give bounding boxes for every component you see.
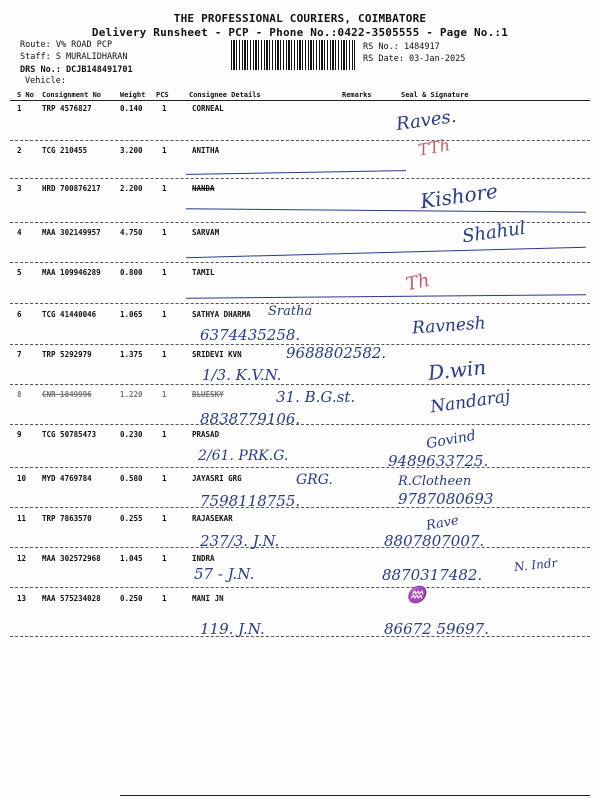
row-sno: 3	[17, 184, 22, 193]
handwritten-phone: 6374435258.	[200, 326, 301, 344]
handwritten-address: 2/61. PRK.G.	[198, 448, 289, 464]
rs-number: RS No.: 1484917	[363, 42, 440, 52]
row-consignment: TCG 50785473	[42, 430, 97, 439]
row-divider	[10, 262, 590, 263]
row-consignment: MAA 302572968	[42, 554, 101, 563]
row-consignment: TCG 41440046	[42, 310, 97, 319]
document-title: THE PROFESSIONAL COURIERS, COIMBATORE	[173, 12, 427, 25]
rs-date: RS Date: 03-Jan-2025	[363, 54, 466, 64]
pen-line	[186, 208, 586, 212]
row-sno: 10	[17, 474, 27, 483]
row-sno: 8	[17, 390, 22, 399]
row-consignee: ANITHA	[192, 146, 220, 155]
row-sno: 9	[17, 430, 22, 439]
row-consignment: TRP 7863570	[42, 514, 92, 523]
barcode	[231, 40, 355, 70]
row-divider	[10, 547, 590, 548]
row-weight: 0.140	[120, 104, 143, 113]
row-consignee: CORNEAL	[192, 104, 224, 113]
row-pcs: 1	[162, 430, 167, 439]
row-consignee: MANI JN	[192, 594, 224, 603]
row-consignee: SATHYA DHARMA	[192, 310, 251, 319]
row-consignee: BLUESKY	[192, 390, 224, 399]
handwritten-phone: 9489633725.	[388, 452, 489, 470]
signature: Govind	[424, 427, 477, 453]
signature: D.win	[426, 355, 488, 385]
signature: Raves.	[394, 105, 458, 136]
row-divider	[10, 178, 590, 179]
handwritten-note: GRG.	[296, 472, 333, 488]
row-consignee: RAJASEKAR	[192, 514, 233, 523]
row-consignee: PRASAD	[192, 430, 220, 439]
row-consignee: INDRA	[192, 554, 215, 563]
vehicle-label: Vehicle:	[25, 76, 66, 86]
row-weight: 1.045	[120, 554, 143, 563]
row-weight: 1.375	[120, 350, 143, 359]
row-consignee: SARVAM	[192, 228, 220, 237]
col-consignee: Consignee Details	[189, 91, 261, 99]
drs-number: DRS No.: DCJB148491701	[20, 65, 133, 75]
row-pcs: 1	[162, 350, 167, 359]
signature-scribble-icon: ♒	[406, 585, 426, 604]
handwritten-address: 1/3. K.V.N.	[202, 366, 282, 384]
col-pcs: PCS	[156, 91, 169, 99]
document-subtitle: Delivery Runsheet - PCP - Phone No.:0422-3505555 - Page No.:1	[91, 26, 509, 39]
row-sno: 4	[17, 228, 22, 237]
handwritten-phone: 8838779106.	[200, 410, 301, 428]
pen-line	[186, 294, 586, 298]
row-divider	[10, 636, 590, 637]
signature: Nandaraj	[429, 386, 512, 418]
row-consignee: NANDA	[192, 184, 215, 193]
row-weight: 2.200	[120, 184, 143, 193]
col-weight: Weight	[120, 91, 146, 99]
row-pcs: 1	[162, 554, 167, 563]
row-weight: 4.750	[120, 228, 143, 237]
route-label: Route: V% ROAD PCP	[20, 40, 113, 50]
handwritten-phone: 86672 59697.	[384, 620, 489, 638]
pen-line	[186, 247, 586, 258]
signature: Th	[404, 269, 432, 296]
signature: Rave	[424, 513, 460, 534]
signature: Shahul	[460, 217, 527, 248]
row-sno: 2	[17, 146, 22, 155]
row-divider	[10, 467, 590, 468]
staff-label: Staff: S MURALIDHARAN	[20, 52, 128, 62]
row-pcs: 1	[162, 184, 167, 193]
row-pcs: 1	[162, 104, 167, 113]
row-consignment: CNR 1849996	[42, 390, 92, 399]
handwritten-phone: 7598118755.	[200, 492, 301, 510]
row-consignment: TCG 210455	[42, 146, 88, 155]
handwritten-address: 119. J.N.	[200, 620, 265, 638]
handwritten-phone: 9688802582.	[286, 344, 387, 362]
handwritten-phone: 9787080693	[398, 490, 494, 508]
row-pcs: 1	[162, 474, 167, 483]
row-weight: 3.200	[120, 146, 143, 155]
bottom-rule	[120, 795, 590, 796]
row-sno: 7	[17, 350, 22, 359]
row-sno: 11	[17, 514, 27, 523]
col-sno: S No	[17, 91, 34, 99]
row-weight: 0.580	[120, 474, 143, 483]
row-consignee: SRIDEVI KVN	[192, 350, 242, 359]
row-divider	[10, 587, 590, 588]
handwritten-address: 31. B.G.st.	[276, 388, 356, 406]
row-sno: 6	[17, 310, 22, 319]
row-consignment: MAA 575234028	[42, 594, 101, 603]
row-consignment: TRP 5292979	[42, 350, 92, 359]
row-weight: 0.230	[120, 430, 143, 439]
signature: R.Clotheen	[398, 474, 472, 489]
row-sno: 13	[17, 594, 27, 603]
row-consignment: HRD 700876217	[42, 184, 101, 193]
row-weight: 0.250	[120, 594, 143, 603]
handwritten-note: Sratha	[268, 304, 313, 319]
row-weight: 0.800	[120, 268, 143, 277]
signature: TTh	[416, 135, 452, 160]
signature: Kishore	[418, 178, 500, 214]
row-pcs: 1	[162, 228, 167, 237]
row-consignee: TAMIL	[192, 268, 215, 277]
row-pcs: 1	[162, 514, 167, 523]
handwritten-phone: 8870317482.	[382, 566, 483, 584]
row-consignment: TRP 4576827	[42, 104, 92, 113]
col-remarks: Remarks	[342, 91, 372, 99]
col-seal-signature: Seal & Signature	[401, 91, 469, 99]
row-sno: 12	[17, 554, 27, 563]
row-consignee: JAYASRI GRG	[192, 474, 242, 483]
row-pcs: 1	[162, 146, 167, 155]
handwritten-address: 237/3. J.N.	[200, 532, 280, 550]
row-consignment: MAA 109946289	[42, 268, 101, 277]
handwritten-address: 57 - J.N.	[194, 565, 255, 583]
row-consignment: MYD 4769784	[42, 474, 92, 483]
row-consignment: MAA 302149957	[42, 228, 101, 237]
col-consignment: Consignment No	[42, 91, 102, 99]
row-weight: 1.065	[120, 310, 143, 319]
signature: Ravnesh	[411, 313, 487, 339]
row-divider	[10, 384, 590, 385]
row-weight: 0.255	[120, 514, 143, 523]
row-pcs: 1	[162, 390, 167, 399]
row-pcs: 1	[162, 268, 167, 277]
row-pcs: 1	[162, 310, 167, 319]
row-sno: 5	[17, 268, 22, 277]
row-sno: 1	[17, 104, 22, 113]
signature: N. Indr	[513, 555, 558, 575]
row-divider	[10, 140, 590, 141]
pen-line	[186, 170, 406, 175]
row-pcs: 1	[162, 594, 167, 603]
row-weight: 1.220	[120, 390, 143, 399]
header-rule	[10, 100, 590, 101]
handwritten-phone: 8807807007.	[384, 532, 485, 550]
